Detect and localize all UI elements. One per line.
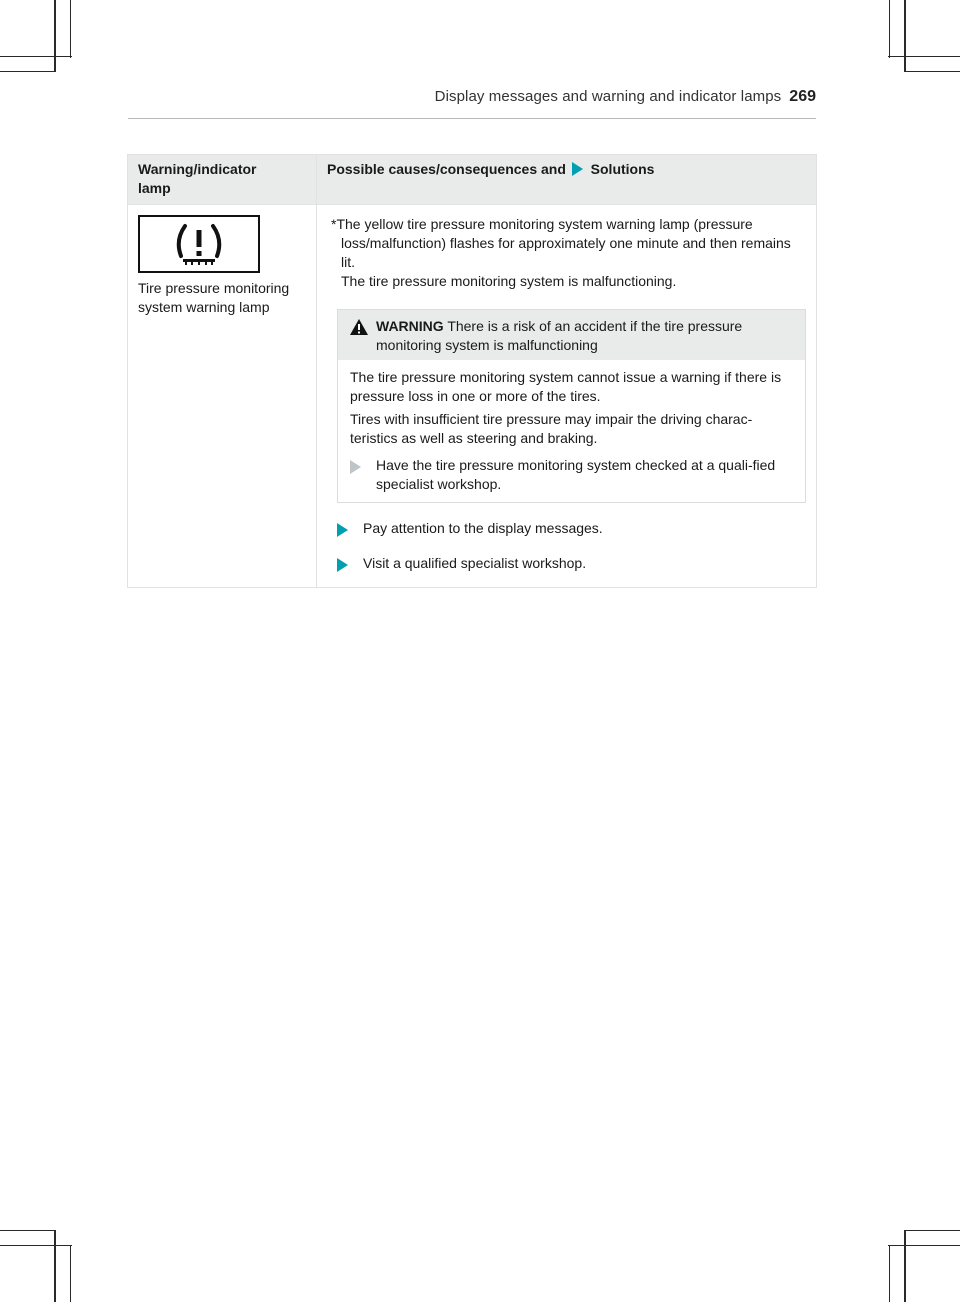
solution-step-1 (337, 519, 806, 540)
causes-cell (317, 205, 817, 588)
warning-paragraph-1: The tire pressure monitoring system cannot issue a warning if there is pressure loss in one or more of the tires. (350, 369, 782, 404)
table-row (128, 205, 817, 588)
arrow-right-icon (350, 456, 376, 494)
warning-label: WARNING (376, 318, 444, 334)
crop-mark-bl-v (54, 1230, 56, 1302)
lamp-cell (128, 205, 317, 588)
crop-mark-tl-h2 (0, 56, 72, 57)
crop-mark-tr-v2 (889, 0, 890, 58)
cause-text (327, 215, 806, 291)
page-header (128, 88, 816, 119)
warning-body (338, 360, 805, 502)
crop-mark-br-v2 (889, 1245, 890, 1302)
col-header-solutions-label: Solutions (590, 161, 655, 177)
cause-line-2: The tire pressure monitoring system is malfunctioning. (341, 273, 677, 289)
warning-action (350, 456, 795, 494)
lamp-label: Tire pressure monitoring system warning lamp (138, 280, 290, 315)
crop-mark-tr-h (904, 71, 960, 72)
header-title: Display messages and warning and indicator lamps (434, 88, 782, 105)
crop-mark-tr-h2 (888, 56, 960, 57)
crop-mark-bl-h2 (0, 1245, 72, 1246)
cause-line-1: *The yellow tire pressure monitoring system warning lamp (pressure loss/malfunction) flashes for approximately one minute and then remains lit. (331, 216, 791, 270)
col-header-causes-label: Possible causes/consequences and (327, 161, 566, 177)
warning-paragraph-2: Tires with insufficient tire pressure may impair the driving charac-teristics as well as steering and braking. (350, 411, 753, 446)
crop-mark-br-h (904, 1230, 960, 1231)
warning-title: There is a risk of an accident if the tire pressure monitoring system is malfunctioning (376, 318, 743, 353)
crop-mark-tl-v (54, 0, 56, 72)
tire-pressure-warning-icon (138, 215, 260, 273)
crop-mark-bl-h (0, 1230, 56, 1231)
page-number: 269 (789, 88, 816, 105)
solution-step-1-text: Pay attention to the display messages. (363, 520, 603, 536)
crop-mark-tl-v2 (70, 0, 71, 58)
arrow-right-icon (572, 162, 583, 176)
col-header-causes (317, 155, 817, 205)
solution-step-2-text: Visit a qualified specialist workshop. (363, 555, 587, 571)
crop-mark-tl-h (0, 71, 56, 72)
arrow-right-icon (337, 519, 363, 540)
warning-box (337, 309, 806, 503)
warning-lamp-table (127, 154, 817, 588)
crop-mark-br-v (904, 1230, 906, 1302)
warning-action-text: Have the tire pressure monitoring system checked at a quali-fied specialist workshop. (376, 457, 776, 492)
crop-mark-bl-v2 (70, 1245, 71, 1302)
crop-mark-tr-v (904, 0, 906, 72)
table-header-row (128, 155, 817, 205)
crop-mark-br-h2 (888, 1245, 960, 1246)
warning-header (338, 310, 805, 360)
warning-heading (376, 317, 795, 355)
col-header-lamp (128, 155, 317, 205)
col-header-lamp-label: Warning/indicator lamp (138, 161, 257, 196)
arrow-right-icon (337, 554, 363, 575)
warning-triangle-icon (350, 317, 376, 355)
solution-step-2 (337, 554, 806, 575)
